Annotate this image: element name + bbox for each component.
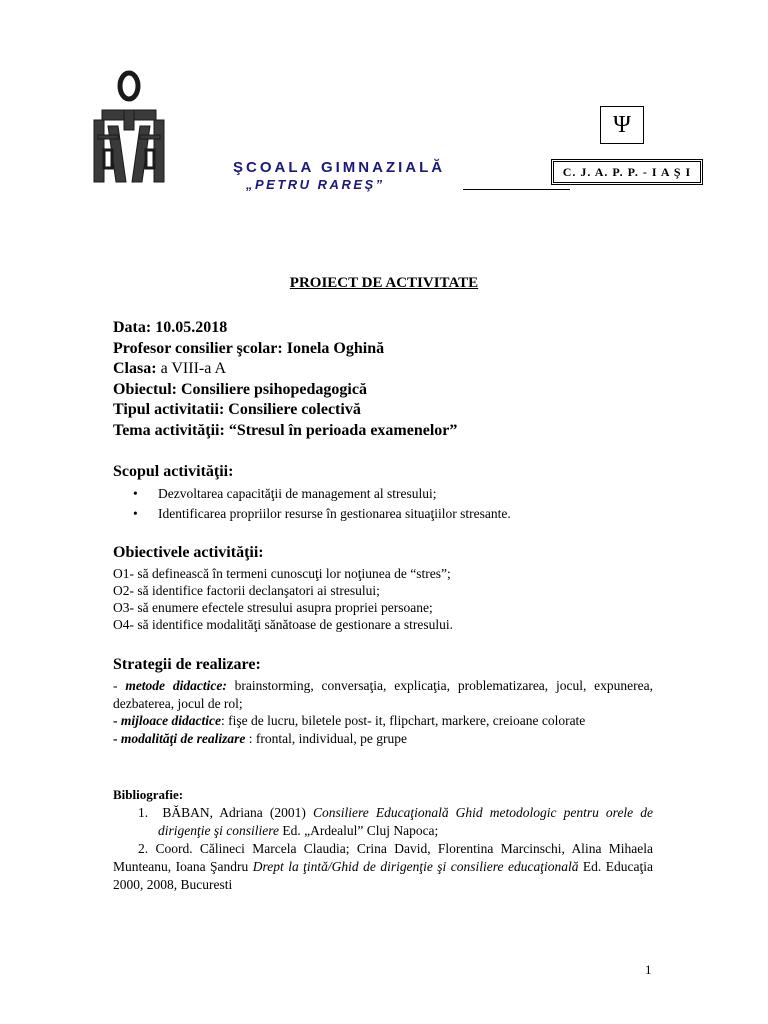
objectives-heading: Obiectivele activităţii: (113, 544, 264, 561)
strategies-body (113, 677, 653, 747)
strategy-modes: - modalităţi de realizare : frontal, individual, pe grupe (113, 730, 407, 746)
list-item: O1- să definească în termeni cunoscuţi lor noţiunea de “stres”; (113, 566, 451, 581)
psi-icon: Ψ (600, 106, 644, 144)
strategy-methods: - metode didactice: brainstorming, conversaţia, explicaţia, problematizarea, jocul, expunerea, dezbaterea, jocul de rol; (113, 678, 653, 711)
scope-list (113, 484, 511, 524)
objectives-list (113, 565, 453, 633)
school-logo-icon (88, 70, 170, 192)
info-theme: Tema activităţii: “Stresul în perioada examenelor” (113, 421, 458, 439)
info-class: Clasa: a VIII-a A (113, 360, 227, 377)
info-subject: Obiectul: Consiliere psihopedagogică (113, 380, 367, 398)
list-item: • Identificarea propriilor resurse în gestionarea situaţiilor stresante. (113, 504, 511, 524)
bibliography (113, 786, 653, 894)
bibliography-item: 2. Coord. Călineci Marcela Claudia; Crina David, Florentina Marcinschi, Alina Mihaela Munteanu, Ioana Şandru Drept la ţintă/Ghid de dirigenţie şi consiliere educaţională Ed. Educaţia 2000, 2008, Bucuresti (113, 841, 653, 892)
bibliography-item: 1. BĂBAN, Adriana (2001) Consiliere Educaţională Ghid metodologic pentru orele de dirigenţie şi consiliere Ed. „Ardealul” Cluj Napoca; (138, 805, 654, 838)
info-teacher: Profesor consilier şcolar: Ionela Oghină (113, 339, 385, 357)
info-type: Tipul activitatii: Consiliere colectivă (113, 401, 361, 418)
list-item: • Dezvoltarea capacităţii de management al stresului; (113, 484, 511, 504)
cjapp-label: C. J. A. P. P. - I A Ş I (553, 161, 701, 183)
list-item: O4- să identifice modalităţi sănătoase de gestionare a stresului. (113, 617, 454, 632)
scope-heading: Scopul activităţii: (113, 463, 234, 480)
strategy-means: - mijloace didactice: fişe de lucru, biletele post- it, flipchart, markere, creioane colorate (113, 713, 586, 728)
school-name: ŞCOALA GIMNAZIALĂ (233, 159, 446, 176)
page-number: 1 (645, 962, 652, 977)
activity-info (113, 318, 457, 441)
header-underline (463, 189, 570, 190)
info-date: Data: 10.05.2018 (113, 319, 228, 336)
school-subtitle: „PETRU RAREŞ” (246, 177, 385, 192)
document-title: PROIECT DE ACTIVITATE (289, 275, 479, 291)
list-item: O3- să enumere efectele stresului asupra propriei persoane; (113, 600, 433, 615)
list-item: O2- să identifice factorii declanşatori ai stresului; (113, 583, 380, 598)
strategies-heading: Strategii de realizare: (113, 656, 261, 673)
bibliography-heading: Bibliografie: (113, 787, 184, 802)
